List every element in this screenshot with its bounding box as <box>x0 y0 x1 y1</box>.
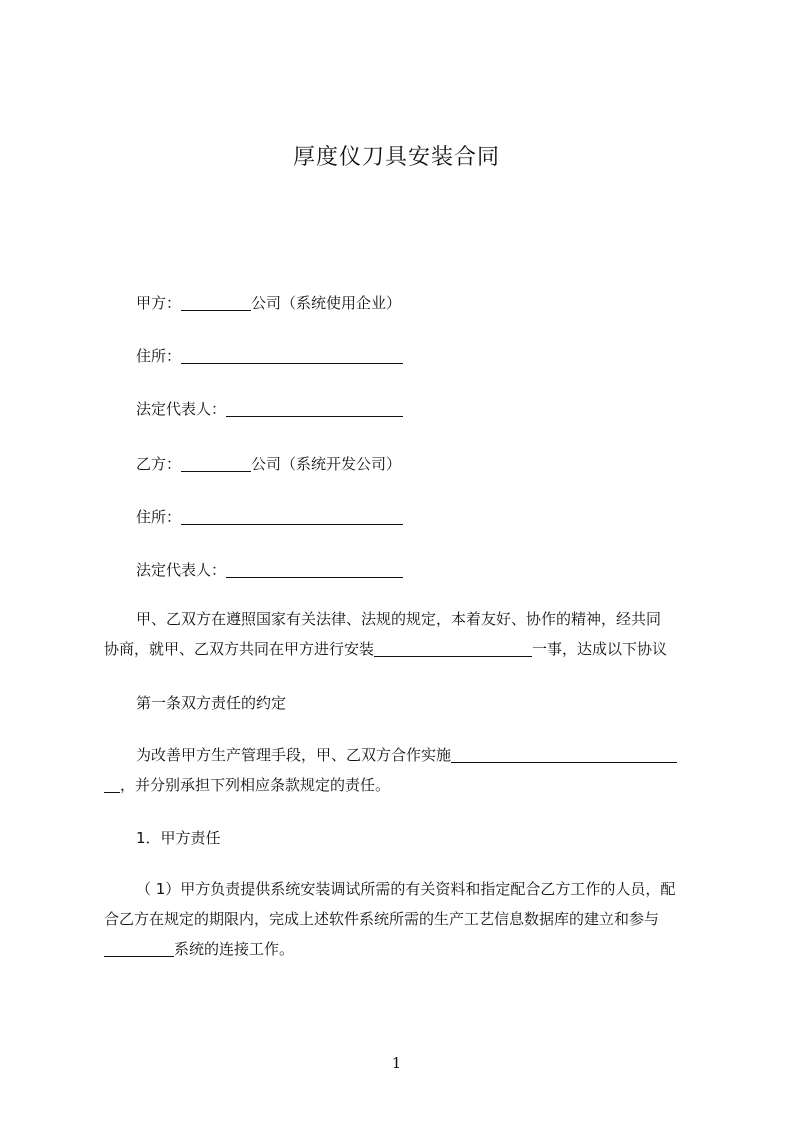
party-b-address-line <box>136 506 403 527</box>
article-1-line-2 <box>104 770 724 800</box>
intro-line-1: 甲、乙双方在遵照国家有关法律、法规的规定，本着友好、协作的精神，经共同 <box>136 610 662 628</box>
party-a-rep-line <box>136 398 403 419</box>
intro-line-2-text: 协商，就甲、乙双方共同在甲方进行安装 <box>104 640 375 658</box>
project-blank-cont[interactable] <box>104 776 120 793</box>
party-a-rep-label: 法定代表人： <box>136 400 227 418</box>
party-b-label: 乙方： <box>136 455 182 473</box>
party-a-label: 甲方： <box>136 294 182 312</box>
article-1-heading: 第一条双方责任的约定 <box>136 694 287 712</box>
item-1-line-3-text: 系统的连接工作。 <box>174 940 295 958</box>
intro-line-2 <box>104 634 724 664</box>
party-b-company-suffix: 公司（系统开发公司） <box>251 455 402 473</box>
document-title: 厚度仪刀具安装合同 <box>292 145 500 170</box>
party-b-address-blank[interactable] <box>181 508 403 525</box>
intro-line-2-end: 一事，达成以下协议 <box>532 640 668 658</box>
article-1-text: 为改善甲方生产管理手段，甲、乙双方合作实施 <box>136 746 452 764</box>
item-1-line-3 <box>104 934 724 964</box>
system-name-blank[interactable] <box>104 940 174 957</box>
party-b-name-blank[interactable] <box>181 455 251 472</box>
party-b-address-label: 住所： <box>136 508 182 526</box>
intro-paragraph <box>104 604 724 664</box>
item-1-line-1: （ 1）甲方负责提供系统安装调试所需的有关资料和指定配合乙方工作的人员，配 <box>136 880 676 898</box>
page-number: 1 <box>391 1054 402 1072</box>
article-1-line-1 <box>104 740 724 770</box>
party-a-name-blank[interactable] <box>181 294 251 311</box>
article-1-text-end: ，并分别承担下列相应条款规定的责任。 <box>120 776 391 794</box>
party-a-duty-heading: 1．甲方责任 <box>136 829 221 847</box>
item-1-line-2: 合乙方在规定的期限内，完成上述软件系统所需的生产工艺信息数据库的建立和参与 <box>104 910 660 928</box>
party-a-address-blank[interactable] <box>181 347 403 364</box>
party-a-address-label: 住所： <box>136 347 182 365</box>
party-a-line <box>136 292 401 313</box>
party-a-rep-blank[interactable] <box>226 400 403 417</box>
party-b-rep-line <box>136 559 403 580</box>
article-1-paragraph <box>104 740 724 800</box>
party-b-rep-label: 法定代表人： <box>136 561 227 579</box>
party-a-company-suffix: 公司（系统使用企业） <box>251 294 402 312</box>
party-b-line <box>136 453 401 474</box>
install-item-blank[interactable] <box>374 640 532 657</box>
item-1-paragraph <box>104 874 724 964</box>
project-blank[interactable] <box>451 746 677 763</box>
party-b-rep-blank[interactable] <box>226 561 403 578</box>
party-a-address-line <box>136 345 403 366</box>
